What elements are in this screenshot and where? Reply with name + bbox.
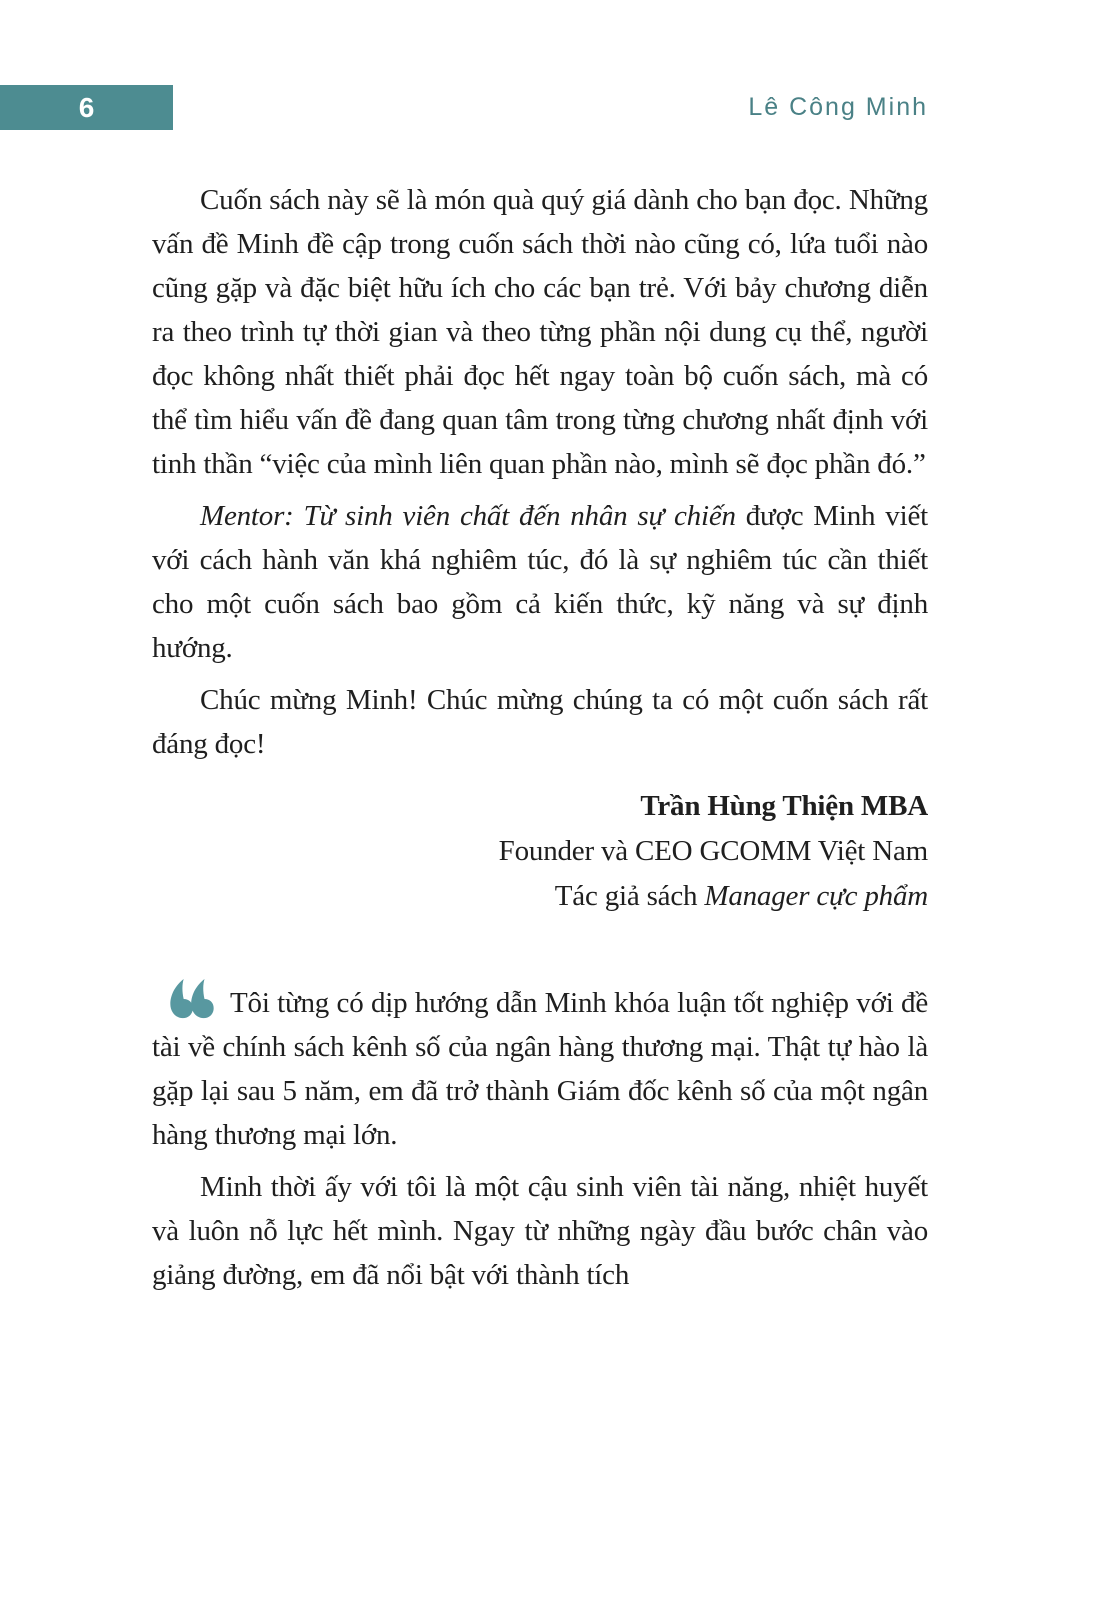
page-number-box [0,85,173,130]
signature-book-line [152,874,928,919]
signature-name: Trần Hùng Thiện MBA [640,790,928,822]
body-text-column [152,178,928,1305]
page-number: 6 [78,91,95,123]
paragraph-3: Chúc mừng Minh! Chúc mừng chúng ta có một cuốn sách rất đáng đọc! [152,684,928,760]
quote-section [152,981,928,1297]
signature-book-title: Manager cực phẩm [704,880,928,912]
signature-title: Founder và CEO GCOMM Việt Nam [498,835,928,867]
paragraph-2 [152,494,928,670]
paragraph-2-rest: được Minh viết với cách hành văn khá nghiêm túc, đó là sự nghiêm túc cần thiết cho một cuốn sách bao gồm cả kiến thức, kỹ năng và sự định hướng. [152,500,928,664]
open-quote-icon [170,979,214,1021]
signature-block [152,784,928,919]
quote-paragraph-2: Minh thời ấy với tôi là một cậu sinh viên tài năng, nhiệt huyết và luôn nỗ lực hết mình. Ngay từ những ngày đầu bước chân vào giảng đường, em đã nổi bật với thành tích [152,1171,928,1291]
paragraph-2-italic-lead: Mentor: Từ sinh viên chất đến nhân sự chiến [200,500,736,532]
signature-book-prefix: Tác giả sách [554,880,705,912]
quote-paragraph-1-text: Tôi từng có dịp hướng dẫn Minh khóa luận tốt nghiệp với đề tài về chính sách kênh số của ngân hàng thương mại. Thật tự hào là gặp lại sau 5 năm, em đã trở thành Giám đốc kênh số của một ngân hàng thương mại lớn. [152,987,928,1151]
header-author: Lê Công Minh [748,93,928,121]
paragraph-1: Cuốn sách này sẽ là món quà quý giá dành cho bạn đọc. Những vấn đề Minh đề cập trong cuốn sách thời nào cũng có, lứa tuổi nào cũng gặp và đặc biệt hữu ích cho các bạn trẻ. Với bảy chương diễn ra theo trình tự thời gian và theo từng phần nội dung cụ thể, người đọc không nhất thiết phải đọc hết ngay toàn bộ cuốn sách, mà có thể tìm hiểu vấn đề đang quan tâm trong từng chương nhất định với tinh thần “việc của mình liên quan phần nào, mình sẽ đọc phần đó.” [152,184,928,480]
quote-paragraph-1 [152,981,928,1157]
